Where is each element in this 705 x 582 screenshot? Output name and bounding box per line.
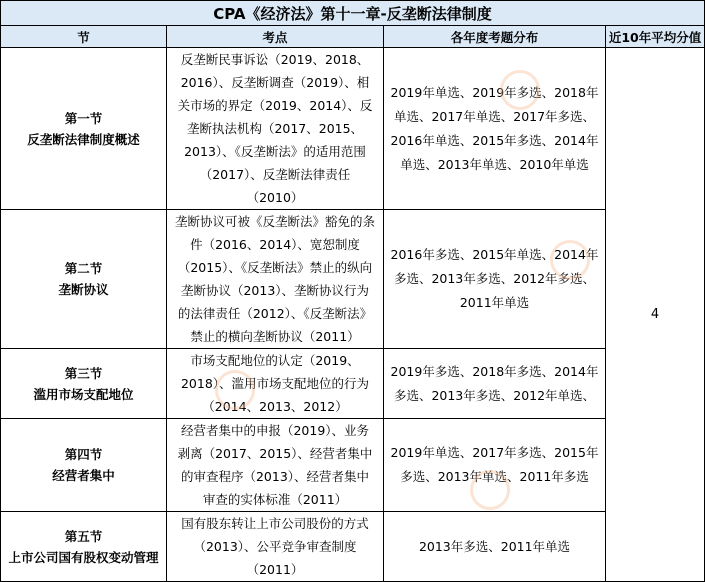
points-cell: 市场支配地位的认定（2019、2018）、滥用市场支配地位的行为（2014、2013、2012） — [167, 349, 384, 419]
section-name: 滥用市场支配地位 — [33, 386, 134, 402]
section-cell — [1, 48, 167, 210]
points-cell: 国有股东转让上市公司股份的方式（2013）、公平竞争审查制度（2011） — [167, 512, 384, 582]
table-row — [1, 512, 705, 582]
years-cell: 2019年单选、2019年多选、2018年单选、2017年单选、2017年多选、2016年单选、2015年多选、2014年单选、2013年单选、2010年单选 — [384, 48, 606, 210]
points-cell: 垄断协议可被《反垄断法》豁免的条件（2016、2014）、宽恕制度（2015）、《反垄断法》禁止的纵向垄断协议（2013）、垄断协议行为的法律责任（2012）、《反垄断法》禁止的横向垄断协议（2011） — [167, 210, 384, 349]
section-name: 垄断协议 — [58, 282, 109, 297]
header-row — [1, 26, 705, 48]
header-section: 节 — [1, 26, 167, 48]
section-number: 第四节 — [64, 447, 103, 462]
average-cell: 4 — [606, 48, 705, 582]
years-cell: 2019年多选、2018年多选、2014年多选、2013年多选、2012年单选、 — [384, 349, 606, 419]
table-row — [1, 419, 705, 512]
section-name: 上市公司国有股权变动管理 — [8, 549, 159, 565]
table-row — [1, 349, 705, 419]
years-cell: 2019年单选、2017年多选、2015年多选、2013年单选、2011年多选 — [384, 419, 606, 512]
section-number: 第五节 — [64, 528, 103, 544]
section-cell — [1, 210, 167, 349]
points-cell: 反垄断民事诉讼（2019、2018、2016）、反垄断调查（2019）、相关市场的界定（2019、2014）、反垄断执法机构（2017、2015、2013）、《反垄断法》的适用范围（2017）、反垄断法律责任（2010） — [167, 48, 384, 210]
header-points: 考点 — [167, 26, 384, 48]
section-name: 反垄断法律制度概述 — [27, 131, 140, 147]
section-name: 经营者集中 — [52, 468, 115, 483]
title-row — [1, 1, 705, 26]
section-cell — [1, 419, 167, 512]
section-number: 第三节 — [64, 365, 103, 381]
years-cell: 2013年多选、2011年单选 — [384, 512, 606, 582]
section-cell — [1, 512, 167, 582]
section-number: 第一节 — [64, 110, 103, 126]
header-distribution: 各年度考题分布 — [384, 26, 606, 48]
table-row — [1, 210, 705, 349]
header-average: 近10年平均分值 — [606, 26, 705, 48]
years-cell: 2016年多选、2015年单选、2014年多选、2013年多选、2012年多选、2011年单选 — [384, 210, 606, 349]
points-cell: 经营者集中的申报（2019）、业务剥离（2017、2015）、经营者集中的审查程序（2013）、经营者集中审查的实体标准（2011） — [167, 419, 384, 512]
table-row — [1, 48, 705, 210]
section-cell — [1, 349, 167, 419]
table-title: CPA《经济法》第十一章-反垄断法律制度 — [1, 1, 705, 26]
section-number: 第二节 — [64, 261, 103, 276]
